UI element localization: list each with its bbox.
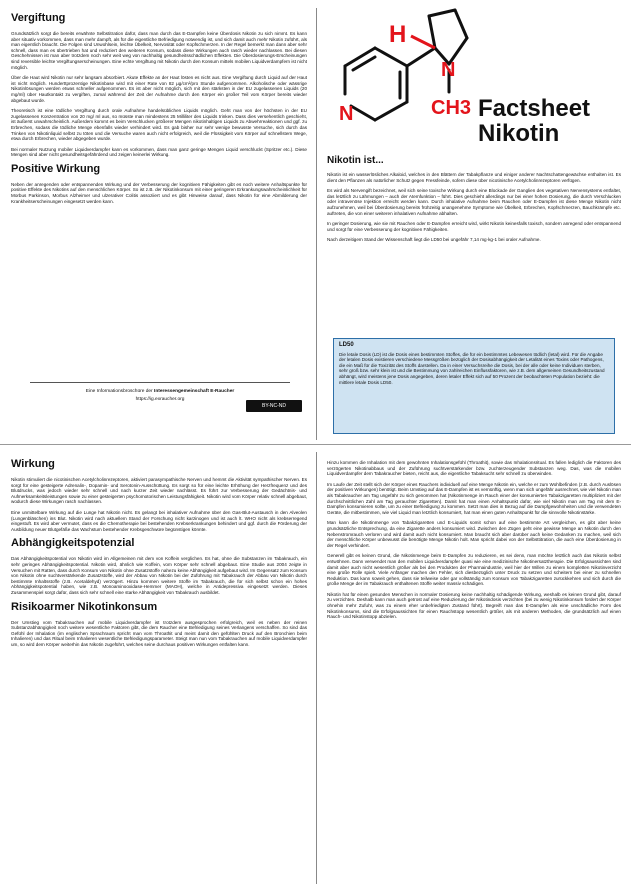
- paragraph: Nach derzeitigem Stand der Wissenschaft liegt die LD50 bei ungefähr 7,14 mg·kg-1 bei oraler Aufnahme.: [327, 237, 541, 243]
- brochure-prefix: Eine Informationsbroschüre der: [85, 389, 154, 394]
- heading-vergiftung: Vergiftung: [11, 12, 66, 24]
- paragraph: Über die Haut wird Nikotin nur sehr langsam absorbiert. Akute Effekte an der Haut lösten es nicht aus. Eine Vergiftung durch Liquid auf der Haut ist nicht möglich. Hunderttprozentige Nikotinbase wird mit einer Rate von 82 µg/cm²/pro Stunde aufgenommen. Alkoholische oder wässrige Nikotinlösungen werden etwas schneller aufgenommen. Es ist aber nicht möglich, sich mit den stärksten in der EU zugelassenen Liquids (20 mg/ml) über Hautkontakt zu vergiften, zumal während der Zeit der Aufnahme durch den Körper ein großer Teil vom Körper bereits wieder abgebaut wurde.: [11, 75, 307, 103]
- paragraph: Das Abhängigkeitspotential von Nikotin wird im Allgemeinen mit dem von Koffein verglichen. Es hat, ohne die Substanzen im Tabakrauch, ein sehr geringes Abhängigkeitspotential. Nikotin wird, ähnlich wie Koffein, vom Körper sehr schnell abgebaut. Eine Studie aus 2004 zeigte in Versuchen mit Ratten, dass durch Konsum von Nikotin ohne Zusatzstoffe nahezu keine Abhängigkeit aufgebaut wird. Im Gegensatz zum Konsum von Nikotin ohne suchtverstärkende Zusatzstoffe, wird der Abbau von Nikotin bei der Zuführung mit Tabakrauch der Abbau von Nikotin durch bestimmte Inhaltsstoffe (z.B. Acetaldehyd) verzögert. Hinzu kommen weitere Stoffe im Tabakrauch, die für sich selbst schon ein hohes Abhängigkeitspotential haben, wie z.B. Monoaminooxidase-Hemmer (MAOH), welche in Antidepressiva eingesetzt werden. Dieses Zusammenspiel sorgt dafür, dass sich sehr schnell eine starke Abhängigkeit von Tabakrauch ausbildet.: [11, 556, 307, 595]
- brochure-url[interactable]: https://ig.exraucher.org: [135, 397, 185, 402]
- column-divider-top: [316, 8, 317, 440]
- paragraph: Hinzu kommen die Inhalation mit dem gewohnten Inhalationsgefühl (Throathit), sowie das Inhalationsritual. Es fallen lediglich die Faktoren des verzögerten Nikotinabbaus und der Zuführung suchtverstärkender bzw. zuchterzeugender Substanzen weg. Das, was die mobilen Liquidverdampfer dem Tabakraucher bieten, reicht aus, die eigentliche Tabaksucht sehr schnell zu überwinden.: [327, 460, 621, 477]
- cc-license-badge: BY-NC-ND: [246, 400, 302, 412]
- paragraph: Nikotin stimuliert die nicotinischen Acetylcholinrezeptoren, aktiviert parasympathische Nerven und hemmt die Aktivität sympathischer Nerven. Es sorgt für eine gesteigerte Adrenalin-, Dopamin- und Serotonin-Ausschüttung. Es sorgt so für eine leichte Erhöhung der Herzfrequenz und des Blutdrucks, was jedoch wieder sehr schnell und nach kurzer Zeit wieder nachlässt. Es führt zur Verbesserung der Gedächtnis- und Aufmerksamkeitsleistungen sowie zu einer gesteigerten psychomotorischen Leistungsfähigkeit. Nikotin wird vom Körper relativ schnell abgebaut, wodurch diese Wirkungen rasch nachlassen.: [11, 477, 307, 505]
- paragraph: Theoretisch ist eine tödliche Vergiftung durch orale Aufnahme handelsüblichen Liquids möglich. Geht man von der höchsten in der EU zugelassenen Konzentration von 20 mg/ ml aus, so müsste man mindestens 25 Milliliter des Liquids trinken. Dass dies versehentlich geschieht, ist äußerst unwahrscheinlich. Außerdem kommt es beim Verschlucken größerer Mengen nikotinhaltigen Liquids zu Abwehrreaktionen und ggf. zu Erbrechen, sodass die tödliche Menge ebenfalls wieder verhindert wird. Es gab bisher nur sehr wenige bewusste Versuche, sich durch das Trinken von Nikotinliquid selbst zu töten und die Versuche waren auch nicht erfolgreich, weil die Flüssigkeit vom Körper auf schnellstem Wege, etwa durch Erbrechen, wieder abgegeben wurde.: [11, 108, 307, 142]
- page-title: [478, 96, 590, 146]
- paragraph: Grundsätzlich sorgt die bereits erwähnte Selbstitration dafür, dass man durch das E-Dampfen keine Überdosis Nikotin zu sich nimmt. Es kann aber situativ vorkommen, dass man mehr dampft, als für die eigentliche Befriedigung notwendig ist, und sich damit auch mehr Nikotin zuführt, als man eigentlich braucht. Die Folgen sind Unwohlsein, leichte Übelkeit, Nervosität oder Kopfschmerzen. In der Regel bemerkt man dann aber sehr schnell, dass man es übertrieben hat und reduziert den weiteren Konsum, sodass diese Wirkungen auch rasch wieder nachlassen. Bei diesen Geschehnissen ist man aber trotzdem noch sehr weit weg von nachhaltig gesundheitsschädlichen Effekten. Die Überdosierungs-Erscheinungen sind reversible leichte Vergiftungserscheinungen. Eine echte Vergiftung mit Nikotin durch den Konsum mittels mobilen Liquidverdampfern ist nicht möglich.: [11, 31, 307, 70]
- paragraph: Im Laufe der Zeit stellt sich der Körper eines Rauchers individuell auf eine Menge Nikotin ein, welche er zum Wohlbefinden (z.B. durch Auslösen der positiven Wirkungen) benötigt. Beim Umstieg auf das E-Dampfen ist es vernünftig, wenn man sich ungefähr ausrechnet, wie viel Nikotin man als Tabakraucher am Tag ungefähr zu sich genommen hat (Nikotinmenge im Rauch einer der konsumierten Tabakzigaretten multipliziert mit der durchschnittlichen Zahl am Tag gerauchter Zigaretten). Damit hat man einen Anhaltspunkt dafür, wie viel Nikotin man am Tag mit dem E-Dampfen konsumieren sollte, um zu einer Befriedigung zu kommen. Setzt man dies in Bezug auf die Dampfgewohnheiten und die verwendeten Geräte, die mitbestimmen, wie viel Liquid man letztlich konsumiert, hat man einen guten Anhaltspunkt für die sinnvolle Nikotinstärke.: [327, 481, 621, 515]
- ld50-info-box: [333, 338, 615, 434]
- column-top-right: [327, 155, 621, 248]
- column-top-left: [11, 12, 307, 209]
- heading-risikoarmer: Risikoarmer Nikotinkonsum: [11, 600, 158, 613]
- atom-n-ring: N: [339, 103, 354, 125]
- paragraph: In geringer Dosierung, wie sie mit Rauchen oder E-Dampfen erreicht wird, wirkt Nikotin keinesfalls toxisch, sondern anregend oder entspannend und sorgt für eine Verbesserung der kognitiven Fähigkeiten.: [327, 221, 621, 232]
- page-break: [0, 444, 631, 445]
- heading-nikotin-ist: Nikotin ist...: [327, 155, 384, 166]
- paragraph: Man kann die Nikotinmenge von Tabakzigaretten und E-Liquids somit schon auf eine bestimmte Art vergleichen, es gibt aber keine grundsätzliche Entsprechung, da eine Zigarette anders konsumiert wird. Zwischen den Zügen geht eine gewisse Menge an Nikotin durch den Nebenstromrauch verloren und wird damit auch nicht konsumiert. Man braucht sich aber darüber auch keine Gedanken zu machen, weil sich der menschliche Körper unbewusst die benötigte Menge Nikotin holt. Man spricht dabei von der Selbsttitration, die auch eine Überdosierung in der Regel verhindert.: [327, 520, 621, 548]
- title-line-1: Factsheet: [478, 95, 591, 122]
- paragraph: Neben der anregenden oder entspannenden Wirkung und der Verbesserung der kognitiven Fähigkeiten gibt es noch weitere Anhaltspunkte für positive Effekte des Nikotins auf den menschlichen Körper. So ist z.B. der Nikotinkonsum mit einer geringeren Erkrankungswahrscheinlichkeit für Morbus Parkinson, Morbus Alzheimer und ulzerativer Colitis assoziiert und es gibt Hinweise darauf, dass Nikotin für eine Abmilderung der Krankheitserscheinungen eingesetzt werden kann.: [11, 181, 307, 204]
- brochure-divider: [30, 382, 290, 383]
- nicotine-molecule-icon: [325, 8, 475, 148]
- atom-h: H: [389, 21, 407, 48]
- column-bottom-right: [327, 460, 621, 625]
- paragraph: Nikotin hat für einen gesunden Menschen in normaler Dosierung keine nachhaltig schädigende Wirkung, weshalb es keinen Grund gibt, darauf zu verzichten. Deshalb kann man auch getrost auf eine Reduzierung der Nikotindosis verzichten (bei zu wenig Nikotinkonsum fordert der Körper ohnehin mehr Zufuhr, was zu einem eher unbefriedigten Zustand führt). Begreift man das E-Dampfen als eine unschädliche Form des Nikotinkonsums, sind die Erfolgsaussichten für einen Rauchstopp wesentlich größer, als mit anderen Methoden, die grundsätzlich auf einen Rauch- und Nikotinstopp abzielen.: [327, 591, 621, 620]
- heading-wirkung: Wirkung: [11, 458, 55, 470]
- paragraph: Nikotin ist ein wasserlösliches Alkaloid, welches in den Blättern der Tabakpflanze und einiger anderer Nachtschattengewächse enthalten ist. Es dient den Pflanzen als natürlicher Schutz gegen Fressfeinde, sofern diese über nicotinische Acetylcholinrezeptoren verfügen.: [327, 172, 621, 183]
- column-divider-bottom: [316, 452, 317, 884]
- paragraph: Es wird als Nervengift bezeichnet, weil sich seine toxische Wirkung durch eine Blockade der Ganglien des vegetativen Nervensystems entfaltet, das letztlich zu Lähmungen – auch der Atemfunktion – führt. Dies geschieht allerdings nur bei einer hohen Dosierung, die durch Verschlucken oder intravenöse Injektion erreicht werden kann. Durch inhalative Aufnahme beim Rauchen oder E-Dampfen ist diese Menge Nikotin nicht aufzunehmen, weil bei Überdosierung bereits frühzeitig unangenehme Symptome wie Übelkeit, Erbrechen, Kopfschmerzen, Bauchkrämpfe etc. auftreten, die von einer weiteren inhalativen Aufnahme abhalten.: [327, 188, 621, 216]
- brochure-org: Interessengemeinschaft E-Raucher: [154, 389, 235, 394]
- paragraph: Eine unmittelbare Wirkung auf die Lunge hat Nikotin nicht. Es gelangt bei inhalativer Aufnahme über den Gas-Blut-Austausch in den Alveolen (Lungenbläschen) ins Blut. Nikotin wird nach aktuellem Stand der Forschung nicht karzinogen und ist auch lt. WHO nicht als krebserregend eingestuft. Es wird aber vermutet, dass es die Chemotherapie bei bestehenden Krebserkrankungen behindert und ggf. durch die Förderung der Ausbildung neuer Blutgefäße das Wachstum bestehender Krebsgeschwüre begünstigen könnte.: [11, 509, 307, 532]
- paragraph: Generell gibt es keinen Grund, die Nikotinmenge beim E-Dampfen zu reduzieren, es sei denn, man möchte letztlich auch das Nikotin selbst entwöhnen. Dann verwendet man den mobilen Liquidverdampfer quasi wie eine medizinische Nikotinersatztherapie. Die Erfolgsaussichten sind damit aber auch nicht wesentlich größer als bei den Produkten der Pharmaindustrie, weil hier der Willen zu einem kompletten Nikotinverzicht eine große Rolle spielt. Viele Anfänger machen den Fehler, sich diesbezüglich unter Druck zu setzen und scheitern bei einer zu schnellen Reduktion. Das kann soweit gehen, dass sie teilweise oder gar vollständig zum Konsum von Tabakzigaretten zurückkehren und sich durch die große Menge der im Tabakrauch enthaltenen Stoffe weiter massiv schädigen.: [327, 553, 621, 587]
- heading-positive-wirkung: Positive Wirkung: [11, 162, 101, 175]
- methyl-group: CH3: [431, 97, 472, 119]
- paragraph: Der Umstieg vom Tabakrauchen auf mobile Liquidverdampfer ist trotzdem ausgesprochen erfolgreich, weil es neben der reinen Substanzabhängigkeit noch weitere wesentliche Faktoren gibt, die dem Raucher eine Befriedigung seines Verlangens verschaffen. So sind das Gefühl der Inhalation (im englischen Sprachraum spricht man vom Throathit und meint damit den gefühlten Druck auf den Bronchien beim Inhalieren) und das Ritual beim Inhalieren wesentliche Befriedigungsparameter. Steigt man nun vom Tabakrauchen auf mobile Liquidverdampfer um, so wird dem Körper weiterhin das Nikotin zugeführt, welches seine durchaus positiven Wirkungen entfalten kann.: [11, 619, 307, 647]
- paragraph: Bei normaler Nutzung mobiler Liquidverdampfer kann es vorkommen, dass man ganz geringe Mengen Liquid verschluckt (Spritzer etc.). Diese Mengen sind aber nicht gesundheitsgefährdend und zeigen keinerlei Wirkung.: [11, 146, 307, 158]
- column-bottom-left: [11, 458, 307, 652]
- title-line-2: Nikotin: [478, 120, 560, 147]
- atom-n-chain: N: [441, 59, 456, 81]
- ld50-text: Die letale Dosis (LD) ist die Dosis eines bestimmten Stoffes, die für ein bestimmtes Lebewesen tödlich (letal) wird. Für die Angabe der letalen Dosis existieren verschiedene Messgrößen bezüglich der Dosisabhängigkeit der Letalität eines Toxins oder Pathogens, die ein Maß für die Toxizität des Stoffs darstellen. Da in einer Versuchsreihe die Dosis, bei der alle oder keine Individuen sterben, sehr groß bzw. sehr klein ist und die Bestimmung von zahlreichen Einflussfaktoren, wie z.B. dem allgemeinen Gesundheitszustand abhängt, wird meistens jene Dosis angegeben, deren letaler Effekt sich auf 50 Prozent der beobachteten Population bezieht: die mittlere letale Dosis LD50.: [339, 351, 605, 385]
- ld50-title: LD50: [339, 342, 354, 348]
- heading-abhaengigkeit: Abhängigkeitspotenzial: [11, 537, 135, 550]
